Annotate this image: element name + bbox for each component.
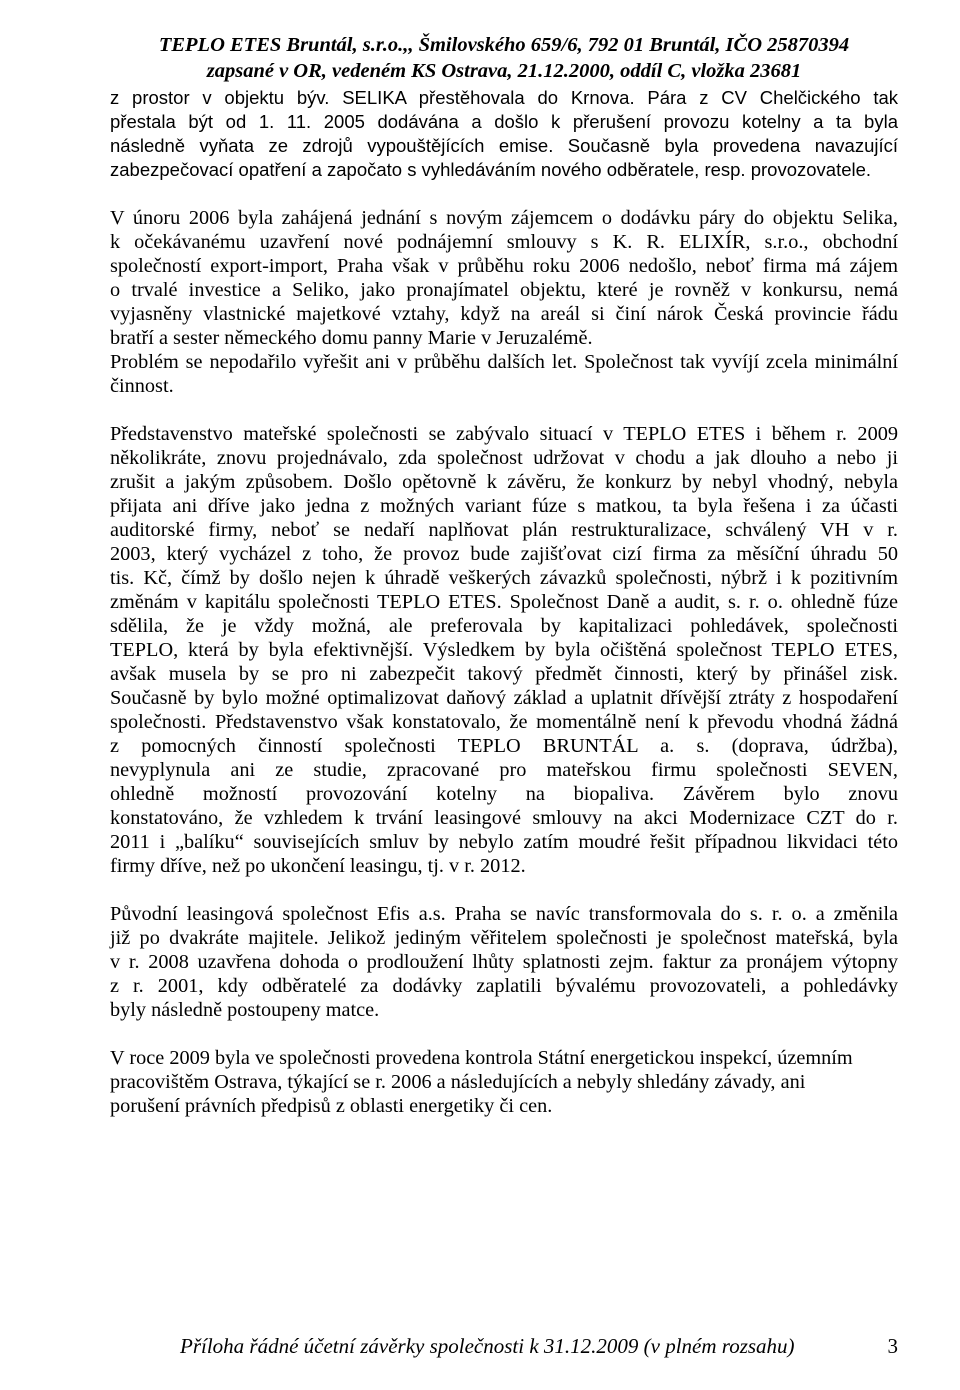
text-line: změnám v kapitálu společnosti TEPLO ETES. Společnost Daně a audit, s. r. o. ohledně fúze (110, 591, 898, 613)
text-line: společností export-import, Praha však v průběhu roku 2006 nedošlo, neboť firma má zájem (110, 255, 898, 277)
text-line: tis. Kč, čímž by došlo nejen k úhradě veškerých závazků společnosti, nýbrž i k pozitivním (110, 567, 898, 589)
paragraph-2 (110, 206, 898, 398)
text-line: Současně by bylo možné optimalizovat daňový základ a uplatnit dřívější ztráty z hospodaření (110, 687, 898, 709)
footer-caption: Příloha řádné účetní závěrky společnosti k 31.12.2009 (v plném rozsahu) (180, 1334, 795, 1358)
text-line: z prostor v objektu býv. SELIKA přestěhovala do Krnova. Pára z CV Chelčického tak (110, 87, 898, 108)
text-line: konstatováno, že vzhledem k trvání leasingové smlouvy na akci Modernizace CZT do r. (110, 807, 898, 829)
text-line: Představenstvo mateřské společnosti se zabývalo situací v TEPLO ETES i během r. 2009 (110, 423, 898, 445)
text-line: 2011 i „balíku“ souvisejících smluv by nebylo zatím moudré řešit případnou likvidaci této (110, 831, 898, 853)
text-line: již po dvakráte majitele. Jelikož jediným věřitelem společnosti je společnost mateřská, byla (110, 927, 898, 949)
text-line: byly následně postoupeny matce. (110, 999, 380, 1021)
text-line: V roce 2009 byla ve společnosti provedena kontrola Státní energetickou inspekcí, územním (110, 1047, 853, 1069)
paragraph-1 (110, 86, 898, 182)
text-line: vyjasněny vlastnické majetkové vztahy, když na areál si činí nárok Česká provincie řádu (110, 303, 898, 325)
text-line: společnosti. Představenstvo však konstatovalo, že momentálně není k převodu vhodná žádná (110, 711, 898, 733)
text-line: o trvalé investice a Seliko, jako pronajímatel objektu, které je rovněž v konkursu, nemá (110, 279, 898, 301)
text-line: nevyplynula ani ze studie, zpracované pro mateřskou firmu společnosti SEVEN, (110, 759, 898, 781)
text-line: přestala být od 1. 11. 2005 dodávána a došlo k přerušení provozu kotelny a ta byla (110, 111, 898, 132)
text-line: Problém se nepodařilo vyřešit ani v průběhu dalších let. Společnost tak vyvíjí zcela minimální (110, 351, 898, 373)
text-line: 2003, který vycházel z toho, že provoz bude zajišťovat cizí firma za měsíční úhradu 50 (110, 543, 898, 565)
text-line: auditorské firmy, neboť se nedaří naplňovat plán restrukturalizace, schválený VH v r. (110, 519, 898, 541)
text-line: TEPLO, která by byla efektivnější. Výsledkem by byla očištěná společnost TEPLO ETES, (110, 639, 898, 661)
paragraph-4 (110, 902, 898, 1022)
text-line: z pomocných činností společnosti TEPLO BRUNTÁL a. s. (doprava, údržba), (110, 735, 898, 757)
text-line: zrušit a jakým způsobem. Došlo opětovně k závěru, že konkurz by nebyl vhodný, nebyla (110, 471, 898, 493)
text-line: činnost. (110, 375, 174, 397)
header-registration: zapsané v OR, vedeném KS Ostrava, 21.12.2000, oddíl C, vložka 23681 (206, 60, 802, 82)
text-line: porušení právních předpisů z oblasti energetiky či cen. (110, 1095, 553, 1117)
text-line: V únoru 2006 byla zahájená jednání s novým zájemcem o dodávku páry do objektu Selika, (110, 207, 898, 229)
document-body (110, 86, 898, 1142)
text-line: avšak musela by se pro ni zabezpečit takový předmět činnosti, který by přinášel zisk. (110, 663, 898, 685)
text-line: bratří a sester německého domu panny Marie v Jeruzalémě. (110, 327, 593, 349)
header-company-address: TEPLO ETES Bruntál, s.r.o.,, Šmilovského 659/6, 792 01 Bruntál, IČO 25870394 (158, 34, 850, 56)
text-line: Původní leasingová společnost Efis a.s. Praha se navíc transformovala do s. r. o. a změnila (110, 903, 898, 925)
company-header (110, 32, 898, 84)
text-line: následně vyňata ze zdrojů vypouštějících emise. Současně byla provedena navazující (110, 135, 898, 156)
text-line: zabezpečovací opatření a započato s vyhledáváním nového odběratele, resp. provozovatele. (110, 159, 872, 180)
text-line: několikráte, znovu projednávalo, zda společnost udržovat v chodu a jak dlouho a nebo ji (110, 447, 898, 469)
paragraph-3 (110, 422, 898, 878)
text-line: pracovištěm Ostrava, týkající se r. 2006 a následujících a nebyly shledány závady, ani (110, 1071, 806, 1093)
text-line: k očekávanému uzavření nové podnájemní smlouvy s K. R. ELIXÍR, s.r.o., obchodní (110, 231, 898, 253)
text-line: v r. 2008 uzavřena dohoda o prodloužení lhůty splatnosti zejm. faktur za pronájem výtopny (110, 951, 898, 973)
text-line: přijata ani dříve jako jedna z možných variant fúze s matkou, ta byla řešena i za účasti (110, 495, 898, 517)
paragraph-5 (110, 1046, 898, 1118)
text-line: ohledně možností provozování kotelny na biopaliva. Závěrem bylo znovu (110, 783, 898, 805)
text-line: firmy dříve, než po ukončení leasingu, tj. v r. 2012. (110, 855, 526, 877)
page-number: 3 (887, 1334, 898, 1358)
text-line: z r. 2001, kdy odběratelé za dodávky zaplatili bývalému provozovateli, a pohledávky (110, 975, 898, 997)
text-line: sdělila, že je vždy možná, ale preferovala by kapitalizaci pohledávek, společnosti (110, 615, 898, 637)
